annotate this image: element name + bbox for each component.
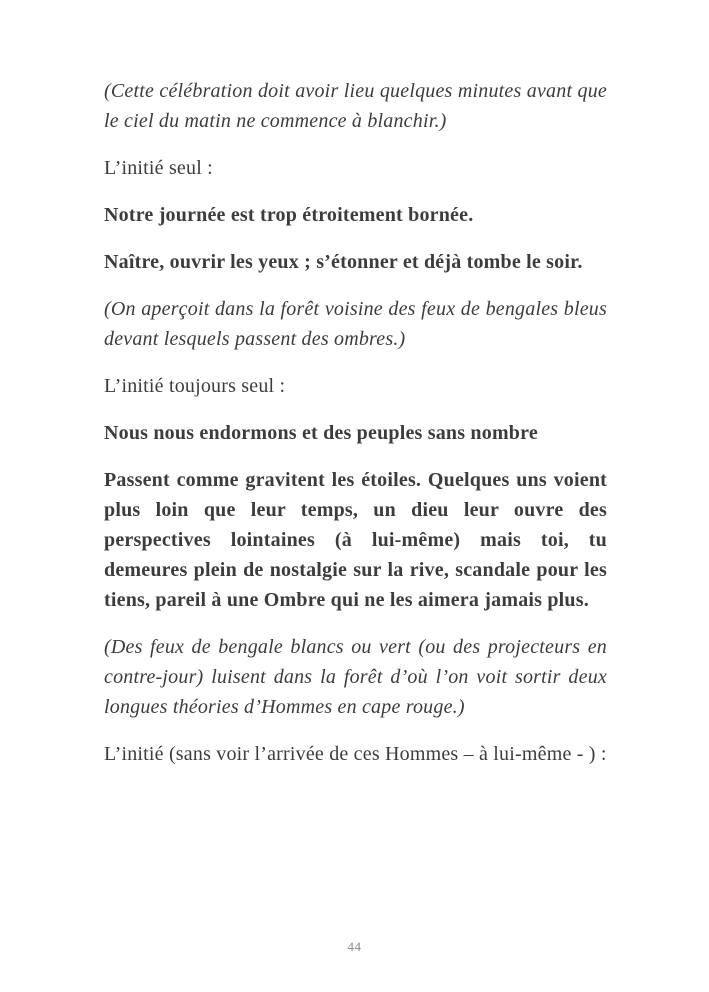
dialogue-text: Nous nous endormons et des peuples sans nombre (104, 422, 538, 444)
stage-direction: (Des feux de bengale blancs ou vert (ou des projecteurs en contre-jour) luisent dans la forêt d’où l’on voit sortir deux longues théories d’Hommes en cape rouge.) (104, 636, 607, 718)
page-number: 44 (347, 939, 362, 954)
speaker-cue: L’initié seul : (104, 157, 213, 179)
dialogue-text: Notre journée est trop étroitement bornée. (104, 204, 474, 226)
dialogue-text: Passent comme gravitent les étoiles. Quelques uns voient plus loin que leur temps, un dieu leur ouvre des perspectives lointaines (à lui-même) mais toi, tu demeures plein de nostalgie sur la rive, scandale pour les tiens, pareil à une Ombre qui ne les aimera jamais plus. (104, 469, 607, 611)
stage-direction: (On aperçoit dans la forêt voisine des feux de bengales bleus devant lesquels passent des ombres.) (104, 298, 607, 350)
speaker-cue: L’initié (sans voir l’arrivée de ces Hommes – à lui-même - ) : (104, 743, 607, 765)
dialogue-text: Naître, ouvrir les yeux ; s’étonner et déjà tombe le soir. (104, 251, 583, 273)
speaker-cue: L’initié toujours seul : (104, 375, 286, 397)
stage-direction: (Cette célébration doit avoir lieu quelques minutes avant que le ciel du matin ne commence à blanchir.) (104, 80, 607, 132)
